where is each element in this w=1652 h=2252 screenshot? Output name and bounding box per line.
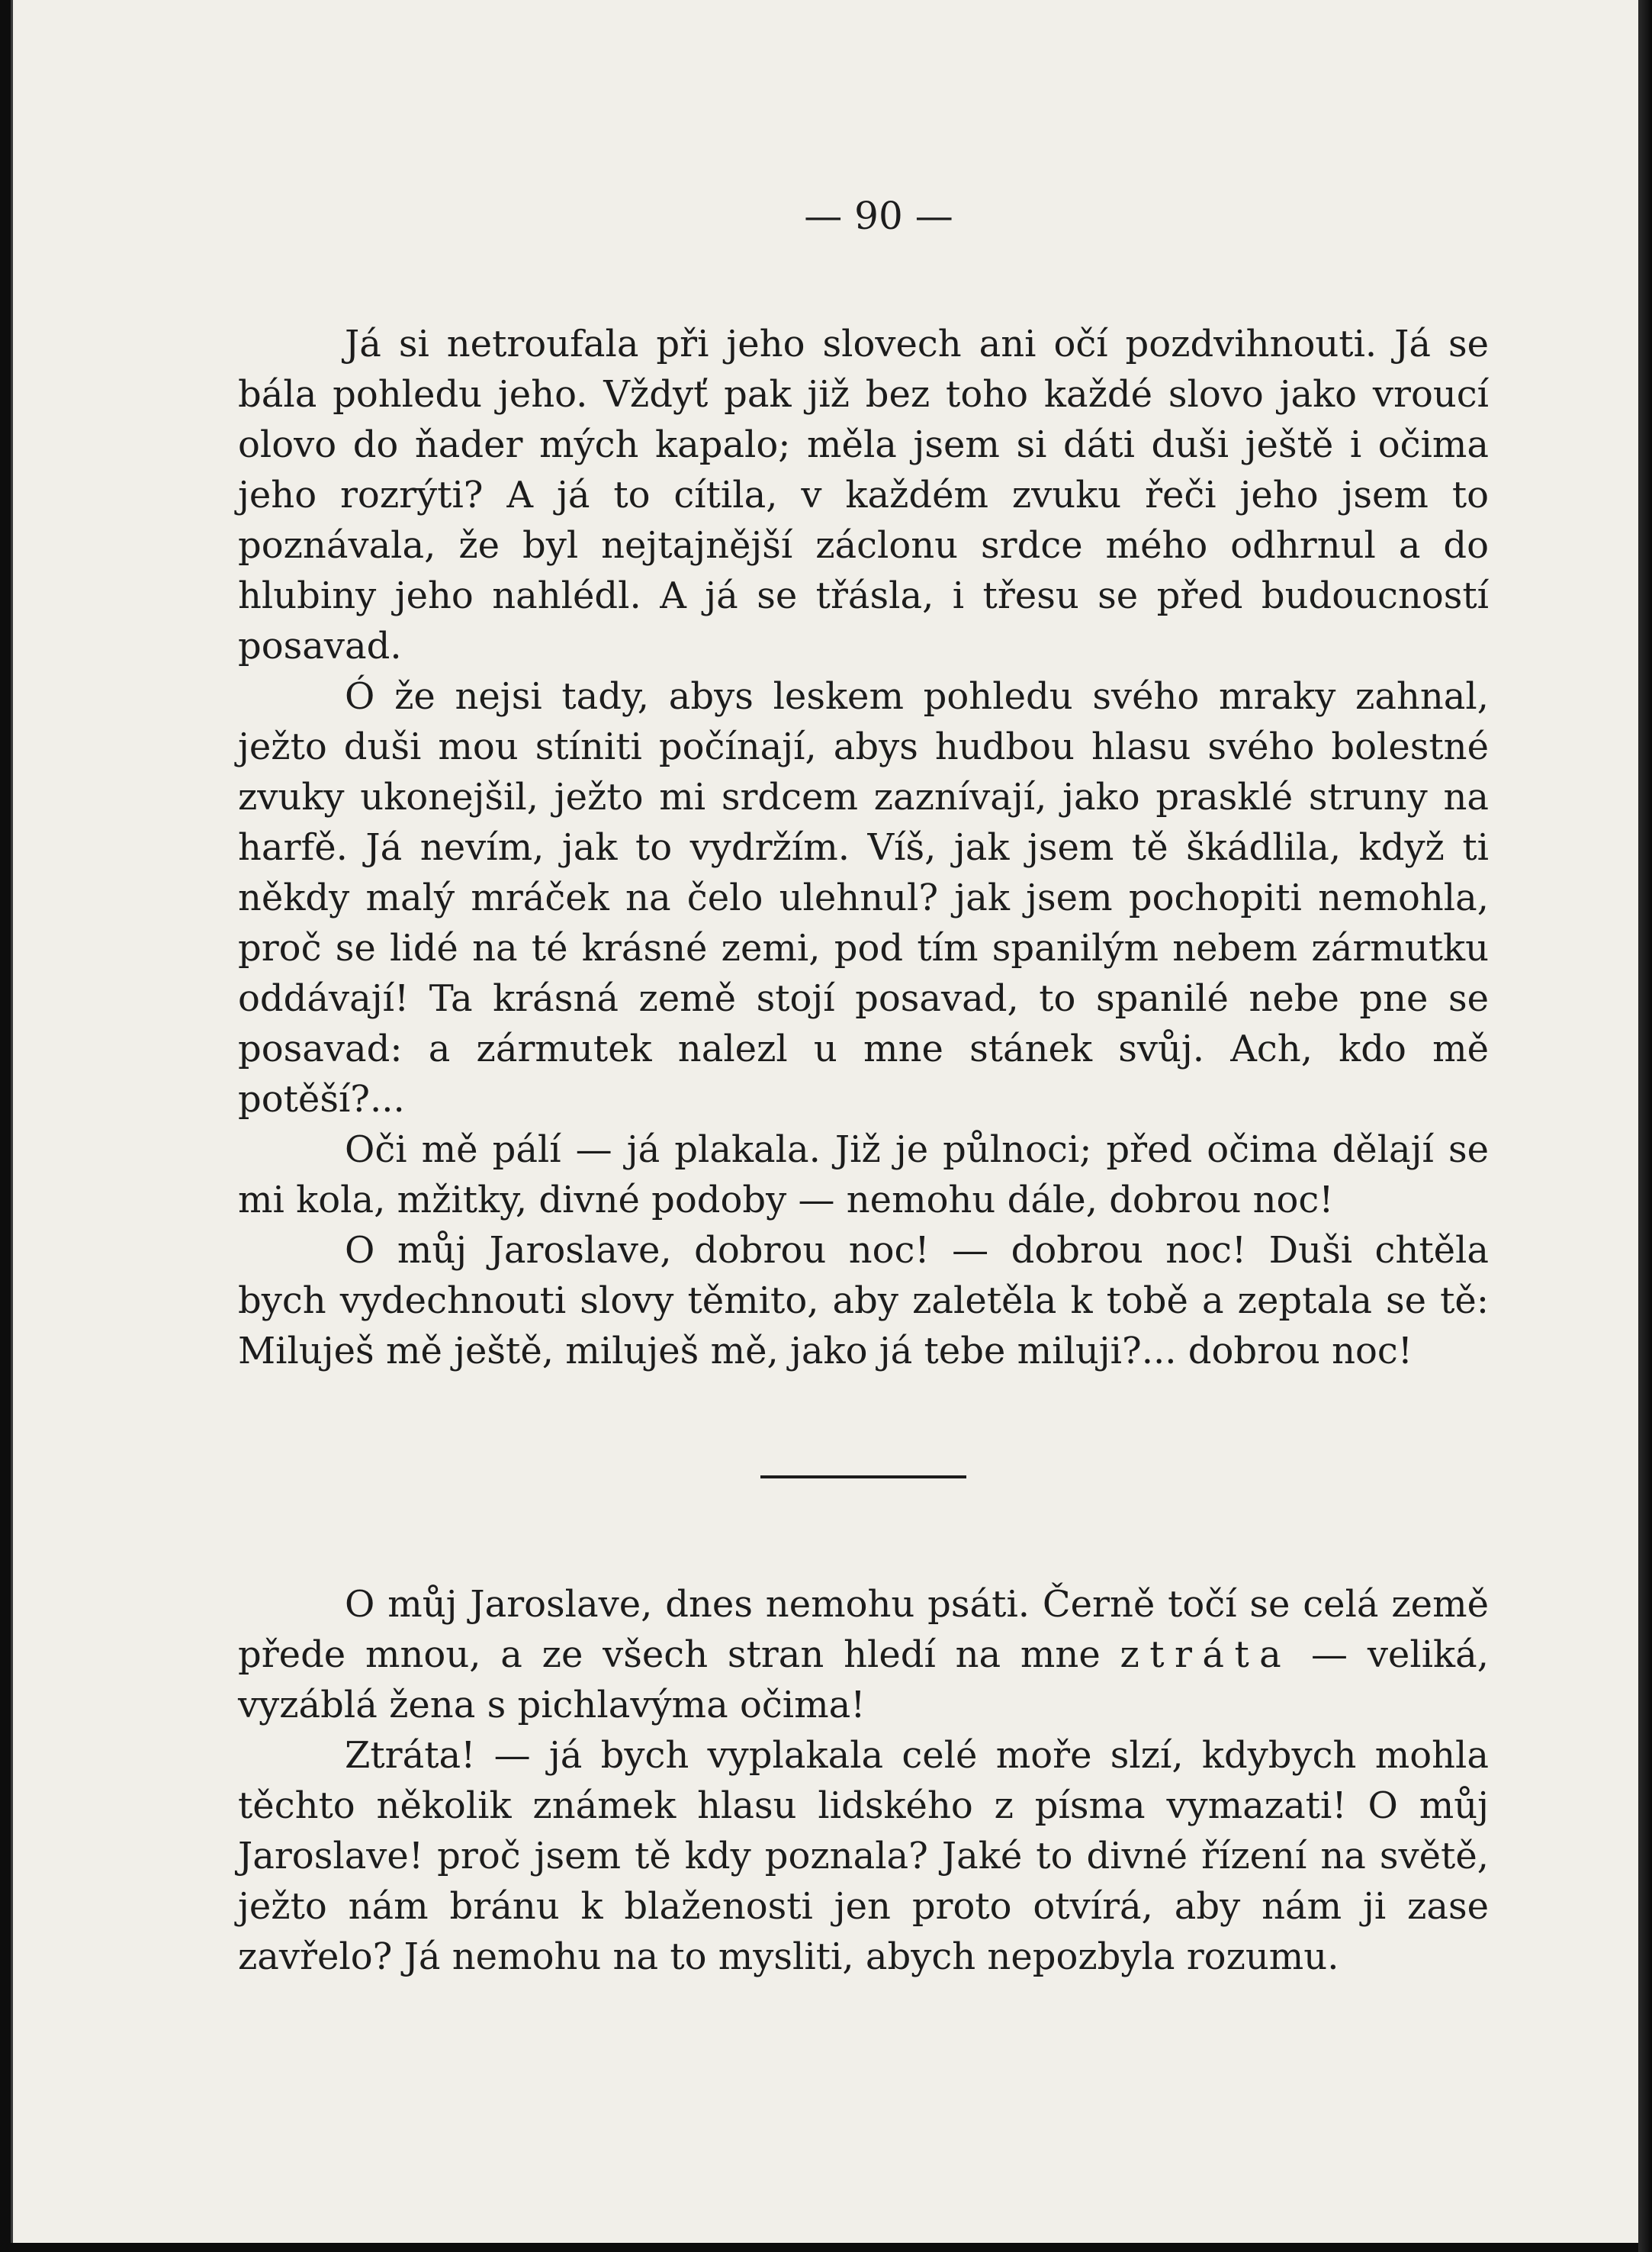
paragraph: Ztráta! — já bych vyplakala celé moře slzí, kdybych mohla těchto několik známek hlasu lidského z písma vymazati! O můj Jaroslave! proč jsem tě kdy poznala? Jaké to divné řízení na světě, ježto nám bránu k blaženosti jen proto otvírá, aby nám ji zase zavřelo? Já nemohu na to mysliti, abych nepozbyla rozumu. <box>238 1734 1489 1978</box>
paragraph <box>238 1579 1489 1730</box>
book-edge <box>1638 0 1652 2252</box>
emphasized-word: ztráta <box>1120 1633 1292 1676</box>
paragraph: Já si netroufala při jeho slovech ani očí pozdvihnouti. Já se bála pohledu jeho. Vždyť pak již bez toho každé slovo jako vroucí olovo do ňader mých kapalo; měla jsem si dáti duši ještě i očima jeho rozrýti? A já to cítila, v každém zvuku řeči jeho jsem to poznávala, že byl nejtajnější záclonu srdce mého odhrnul a do hlubiny jeho nahlédl. A já se třásla, i třesu se před budoucností posavad. <box>238 323 1489 668</box>
paragraph: Oči mě pálí — já plakala. Již je půlnoci; před očima dělají se mi kola, mžitky, divné podoby — nemohu dále, dobrou noc! <box>238 1128 1489 1221</box>
paragraph-text: O můj Jaroslave, dnes nemohu psáti. Černě točí se celá země přede mnou, a ze všech stran hledí na mne <box>238 1583 1489 1676</box>
paragraph: O můj Jaroslave, dobrou noc! — dobrou noc! Duši chtěla bych vydechnouti slovy těmito, aby zaletěla k tobě a zeptala se tě: Miluješ mě ještě, miluješ mě, jako já tebe miluji?... dobrou noc! <box>238 1229 1489 1372</box>
page-text <box>238 191 1489 1982</box>
section-divider <box>760 1475 966 1478</box>
paragraph-text: — veliká, vyzáblá žena s pichlavýma očima! <box>238 1633 1490 1726</box>
page-number: — 90 — <box>804 194 953 238</box>
paragraph: Ó že nejsi tady, abys leskem pohledu svého mraky zahnal, ježto duši mou stíniti počínají, abys hudbou hlasu svého bolestné zvuky ukonejšil, ježto mi srdcem zaznívají, jako prasklé struny na harfě. Já nevím, jak to vydržím. Víš, jak jsem tě škádlila, když ti někdy malý mráček na čelo ulehnul? jak jsem pochopiti nemohla, proč se lidé na té krásné zemi, pod tím spanilým nebem zármutku oddávají! Ta krásná země stojí posavad, to spanilé nebe pne se posavad: a zármutek nalezl u mne stánek svůj. Ach, kdo mě potěší?... <box>238 675 1489 1121</box>
